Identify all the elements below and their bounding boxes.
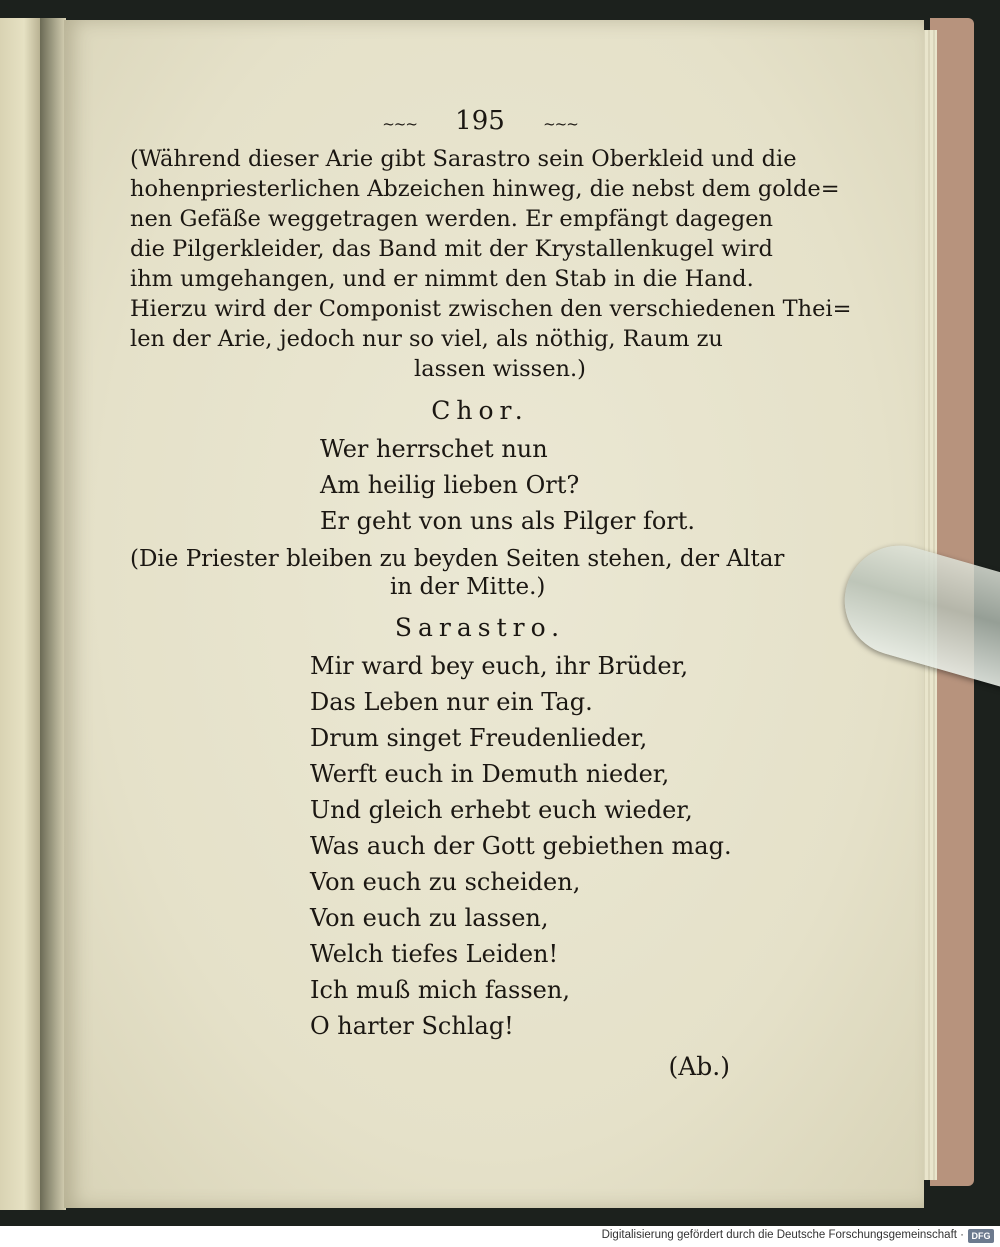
text-line: (Während dieser Arie gibt Sarastro sein Oberkleid und die bbox=[130, 146, 797, 172]
dfg-logo-icon: DFG bbox=[968, 1229, 994, 1243]
verse-line: Und gleich erhebt euch wieder, bbox=[310, 796, 693, 824]
verse-line: Von euch zu lassen, bbox=[310, 904, 549, 932]
ornament-left: ~~~ bbox=[382, 115, 417, 133]
funding-credit: Digitalisierung gefördert durch die Deutsche Forschungsgemeinschaft · bbox=[601, 1229, 964, 1241]
footer-bar bbox=[0, 1226, 1000, 1247]
verse-line: O harter Schlag! bbox=[310, 1012, 514, 1040]
verse-line: Mir ward bey euch, ihr Brüder, bbox=[310, 652, 689, 680]
text-line: in der Mitte.) bbox=[390, 574, 546, 600]
exit-direction: (Ab.) bbox=[668, 1052, 730, 1081]
text-line: (Die Priester bleiben zu beyden Seiten stehen, der Altar bbox=[130, 546, 785, 572]
text-line: Hierzu wird der Componist zwischen den verschiedenen Thei= bbox=[130, 296, 852, 322]
verse-sarastro bbox=[130, 648, 830, 1044]
verse-line: Am heilig lieben Ort? bbox=[320, 471, 580, 499]
verse-line: Was auch der Gott gebiethen mag. bbox=[310, 832, 732, 860]
verse-line: Das Leben nur ein Tag. bbox=[310, 688, 593, 716]
book-gutter bbox=[40, 18, 66, 1210]
verse-line: Ich muß mich fassen, bbox=[310, 976, 570, 1004]
verse-line: Werft euch in Demuth nieder, bbox=[310, 760, 670, 788]
text-line: die Pilgerkleider, das Band mit der Krystallenkugel wird bbox=[130, 236, 773, 262]
text-line: hohenpriesterlichen Abzeichen hinweg, die nebst dem golde= bbox=[130, 176, 840, 202]
verse-line: Welch tiefes Leiden! bbox=[310, 940, 559, 968]
text-line: ihm umgehangen, und er nimmt den Stab in die Hand. bbox=[130, 266, 754, 292]
verse-line: Drum singet Freudenlieder, bbox=[310, 724, 648, 752]
text-line: lassen wissen.) bbox=[414, 356, 586, 382]
verse-line: Wer herrschet nun bbox=[320, 435, 548, 463]
page-text bbox=[130, 106, 852, 1081]
ornament-right: ~~~ bbox=[543, 115, 578, 133]
speaker-heading: Sarastro. bbox=[394, 613, 566, 642]
page-number: 195 bbox=[455, 106, 505, 136]
verse-line: Er geht von uns als Pilger fort. bbox=[320, 507, 696, 535]
stage-direction-1 bbox=[130, 144, 852, 384]
text-line: nen Gefäße weggetragen werden. Er empfängt dagegen bbox=[130, 206, 774, 232]
stage-direction-2 bbox=[130, 545, 830, 601]
speaker-heading: Chor. bbox=[431, 396, 529, 425]
page-header bbox=[130, 108, 830, 134]
verse-chorus bbox=[130, 431, 830, 539]
left-page-edge bbox=[0, 18, 40, 1210]
text-line: len der Arie, jedoch nur so viel, als nöthig, Raum zu bbox=[130, 326, 723, 352]
verse-line: Von euch zu scheiden, bbox=[310, 868, 581, 896]
